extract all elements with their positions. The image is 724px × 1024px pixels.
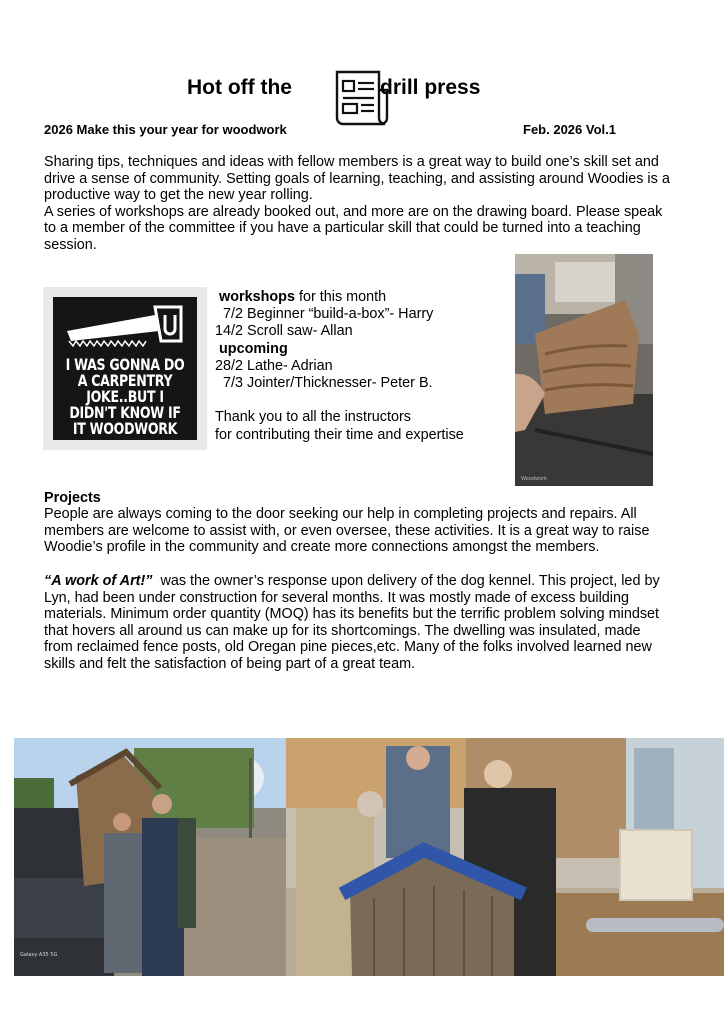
wood-photo-caption: Woodwork (521, 476, 548, 482)
workshop-item: 14/2 Scroll saw- Allan (215, 323, 353, 340)
thanks-line: for contributing their time and expertise (215, 426, 464, 443)
saw-icon (59, 301, 191, 351)
intro-paragraph (44, 154, 670, 254)
wood-turning-photo (515, 254, 653, 486)
art-line: was the owner’s response upon delivery of the dog kennel. This project, led by (152, 573, 660, 589)
workshops-list (215, 289, 464, 444)
projects-paragraph (44, 506, 649, 556)
bottom-photo-caption: Galaxy A35 5G (20, 952, 58, 958)
meme-line: DIDN'T KNOW IF (69, 403, 181, 422)
workshops-heading-rest: for this month (294, 289, 387, 305)
art-quote: “A work of Art!” (44, 573, 153, 589)
workshop-item: 7/3 Jointer/Thicknesser- Peter B. (223, 375, 433, 392)
thanks-line: Thank you to all the instructors (215, 409, 411, 426)
intro-line: A series of workshops are already booked out, and more are on the drawing board. Please speak (44, 203, 663, 220)
workshops-heading: workshops (219, 289, 295, 305)
projects-heading: Projects (44, 490, 101, 506)
title-right: drill press (380, 76, 481, 99)
art-line: that hovers all around us can make up for its shortcomings. The dwelling was insulated, made (44, 622, 641, 639)
art-line: materials. Minimum order quantity (MOQ) has its benefits but the terrific problem solving mindset (44, 606, 660, 623)
title-left: Hot off the (187, 76, 292, 99)
intro-line: to a member of the committee if you have a particular skill that could be turned into a teaching (44, 220, 641, 237)
projects-line: members are welcome to assist with, or even oversee, these activities. It is a great way to raise (44, 522, 650, 539)
meme-line: A CARPENTRY (77, 371, 173, 390)
carpentry-joke-image (43, 287, 207, 450)
art-line: skills and felt the satisfaction of being part of a great team. (44, 655, 416, 672)
art-line: Lyn, had been under construction for several months. It was mostly made of excess building (44, 589, 629, 606)
dog-kennel-photo (14, 738, 724, 976)
projects-line: People are always coming to the door seeking our help in completing projects and repairs. All (44, 506, 637, 522)
projects-line: Woodie’s profile in the community and create more connections amongst the members. (44, 539, 600, 556)
intro-line: Sharing tips, techniques and ideas with fellow members is a great way to build one’s skill set and (44, 154, 659, 170)
intro-line: session. (44, 236, 97, 253)
headline: 2026 Make this your year for woodwork (44, 122, 287, 137)
art-line: from reclaimed fence posts, old Oregan pine pieces,etc. Many of the folks involved learned new (44, 639, 652, 656)
intro-line: productive way to get the new year rolling. (44, 187, 313, 204)
issue-label: Feb. 2026 Vol.1 (523, 122, 616, 137)
upcoming-heading: upcoming (219, 340, 288, 357)
work-of-art-paragraph (44, 573, 660, 673)
meme-line: JOKE..BUT I (86, 387, 164, 406)
workshop-item: 7/2 Beginner “build-a-box”- Harry (223, 306, 434, 323)
workshop-item: 28/2 Lathe- Adrian (215, 357, 333, 374)
meme-line: IT WOODWORK (72, 419, 178, 438)
meme-line: I WAS GONNA DO (65, 355, 185, 374)
intro-line: drive a sense of community. Setting goals of learning, teaching, and assisting around Woodies is a (44, 170, 670, 187)
